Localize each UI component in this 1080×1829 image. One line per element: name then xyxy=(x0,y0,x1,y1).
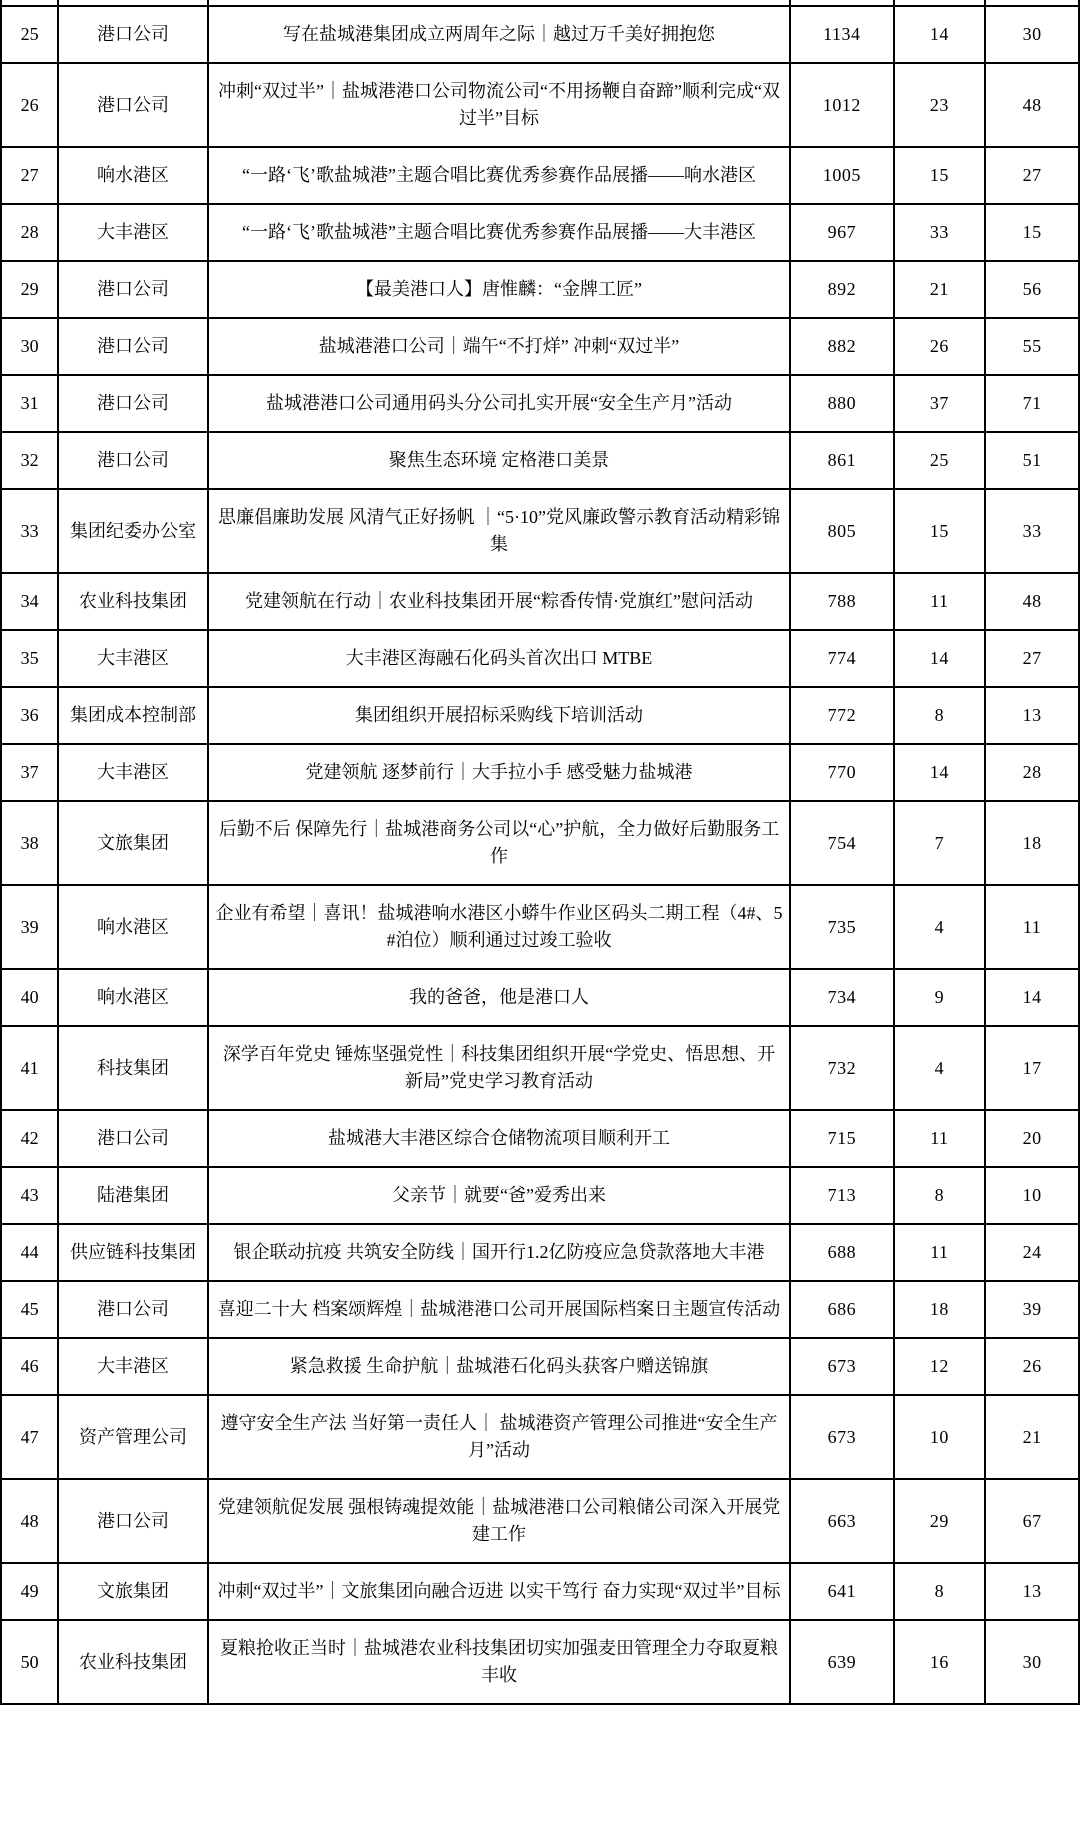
title-cell: 写在盐城港集团成立两周年之际｜越过万千美好拥抱您 xyxy=(208,6,790,63)
rank-cell: 48 xyxy=(1,1479,58,1563)
number-cell: 17 xyxy=(985,1026,1079,1110)
number-cell: 27 xyxy=(985,147,1079,204)
org-cell: 港口公司 xyxy=(58,1281,208,1338)
number-cell: 48 xyxy=(985,573,1079,630)
number-cell: 24 xyxy=(985,1224,1079,1281)
rank-cell: 28 xyxy=(1,204,58,261)
articles-table-body xyxy=(1,0,1079,1704)
number-cell: 26 xyxy=(894,318,986,375)
title-cell: 大丰港区海融石化码头首次出口 MTBE xyxy=(208,630,790,687)
rank-cell: 40 xyxy=(1,969,58,1026)
table-row xyxy=(1,1026,1079,1110)
title-cell: 我的爸爸，他是港口人 xyxy=(208,969,790,1026)
number-cell: 732 xyxy=(790,1026,893,1110)
title-cell: 父亲节｜就要“爸”爱秀出来 xyxy=(208,1167,790,1224)
number-cell: 4 xyxy=(894,1026,986,1110)
number-cell: 51 xyxy=(985,432,1079,489)
org-cell: 港口公司 xyxy=(58,261,208,318)
org-cell: 港口公司 xyxy=(58,375,208,432)
number-cell: 33 xyxy=(894,204,986,261)
number-cell: 20 xyxy=(985,1110,1079,1167)
rank-cell: 26 xyxy=(1,63,58,147)
title-cell: 【最美港口人】唐惟麟：“金牌工匠” xyxy=(208,261,790,318)
number-cell: 11 xyxy=(894,1110,986,1167)
rank-cell: 25 xyxy=(1,6,58,63)
number-cell: 686 xyxy=(790,1281,893,1338)
org-cell: 港口公司 xyxy=(58,6,208,63)
table-row xyxy=(1,885,1079,969)
title-cell: 集团组织开展招标采购线下培训活动 xyxy=(208,687,790,744)
number-cell: 18 xyxy=(894,1281,986,1338)
table-row xyxy=(1,147,1079,204)
number-cell: 772 xyxy=(790,687,893,744)
org-cell: 大丰港区 xyxy=(58,1338,208,1395)
org-cell: 港口公司 xyxy=(58,1479,208,1563)
number-cell: 735 xyxy=(790,885,893,969)
number-cell: 13 xyxy=(985,687,1079,744)
number-cell: 29 xyxy=(894,1479,986,1563)
number-cell: 16 xyxy=(894,1620,986,1704)
number-cell: 14 xyxy=(894,6,986,63)
rank-cell: 46 xyxy=(1,1338,58,1395)
title-cell: “一路‘飞’歌盐城港”主题合唱比赛优秀参赛作品展播——响水港区 xyxy=(208,147,790,204)
rank-cell: 33 xyxy=(1,489,58,573)
number-cell: 11 xyxy=(894,1224,986,1281)
number-cell: 14 xyxy=(894,744,986,801)
rank-cell: 50 xyxy=(1,1620,58,1704)
number-cell: 37 xyxy=(894,375,986,432)
number-cell: 882 xyxy=(790,318,893,375)
number-cell: 12 xyxy=(894,1338,986,1395)
org-cell: 港口公司 xyxy=(58,63,208,147)
table-row xyxy=(1,630,1079,687)
org-cell: 响水港区 xyxy=(58,147,208,204)
table-row xyxy=(1,1110,1079,1167)
number-cell: 1005 xyxy=(790,147,893,204)
number-cell: 11 xyxy=(894,573,986,630)
table-row xyxy=(1,1479,1079,1563)
number-cell: 21 xyxy=(985,1395,1079,1479)
number-cell: 23 xyxy=(894,63,986,147)
org-cell: 港口公司 xyxy=(58,432,208,489)
rank-cell: 47 xyxy=(1,1395,58,1479)
rank-cell: 42 xyxy=(1,1110,58,1167)
number-cell: 4 xyxy=(894,885,986,969)
table-row xyxy=(1,573,1079,630)
number-cell: 39 xyxy=(985,1281,1079,1338)
number-cell: 788 xyxy=(790,573,893,630)
org-cell: 响水港区 xyxy=(58,969,208,1026)
rank-cell: 32 xyxy=(1,432,58,489)
rank-cell: 49 xyxy=(1,1563,58,1620)
number-cell: 7 xyxy=(894,801,986,885)
number-cell: 25 xyxy=(894,432,986,489)
title-cell: 盐城港大丰港区综合仓储物流项目顺利开工 xyxy=(208,1110,790,1167)
rank-cell: 37 xyxy=(1,744,58,801)
number-cell: 67 xyxy=(985,1479,1079,1563)
org-cell: 陆港集团 xyxy=(58,1167,208,1224)
title-cell: 盐城港港口公司通用码头分公司扎实开展“安全生产月”活动 xyxy=(208,375,790,432)
rank-cell: 43 xyxy=(1,1167,58,1224)
title-cell: 聚焦生态环境 定格港口美景 xyxy=(208,432,790,489)
table-row xyxy=(1,489,1079,573)
table-row xyxy=(1,1563,1079,1620)
number-cell: 8 xyxy=(894,1167,986,1224)
table-row xyxy=(1,375,1079,432)
number-cell: 967 xyxy=(790,204,893,261)
org-cell: 农业科技集团 xyxy=(58,1620,208,1704)
number-cell: 71 xyxy=(985,375,1079,432)
table-row xyxy=(1,1395,1079,1479)
number-cell: 55 xyxy=(985,318,1079,375)
number-cell: 8 xyxy=(894,687,986,744)
org-cell: 集团纪委办公室 xyxy=(58,489,208,573)
table-row xyxy=(1,318,1079,375)
number-cell: 892 xyxy=(790,261,893,318)
number-cell: 11 xyxy=(985,885,1079,969)
title-cell: 紧急救援 生命护航｜盐城港石化码头获客户赠送锦旗 xyxy=(208,1338,790,1395)
rank-cell: 27 xyxy=(1,147,58,204)
rank-cell: 38 xyxy=(1,801,58,885)
number-cell: 641 xyxy=(790,1563,893,1620)
number-cell: 27 xyxy=(985,630,1079,687)
table-row xyxy=(1,261,1079,318)
title-cell: 思廉倡廉助发展 风清气正好扬帆 ｜“5·10”党风廉政警示教育活动精彩锦集 xyxy=(208,489,790,573)
number-cell: 713 xyxy=(790,1167,893,1224)
title-cell: 后勤不后 保障先行｜盐城港商务公司以“心”护航，全力做好后勤服务工作 xyxy=(208,801,790,885)
number-cell: 754 xyxy=(790,801,893,885)
org-cell: 大丰港区 xyxy=(58,630,208,687)
org-cell: 大丰港区 xyxy=(58,204,208,261)
number-cell: 14 xyxy=(894,630,986,687)
title-cell: 党建领航在行动｜农业科技集团开展“粽香传情·党旗红”慰问活动 xyxy=(208,573,790,630)
org-cell: 集团成本控制部 xyxy=(58,687,208,744)
number-cell: 21 xyxy=(894,261,986,318)
number-cell: 770 xyxy=(790,744,893,801)
rank-cell: 34 xyxy=(1,573,58,630)
rank-cell: 39 xyxy=(1,885,58,969)
table-row xyxy=(1,432,1079,489)
number-cell: 10 xyxy=(985,1167,1079,1224)
number-cell: 861 xyxy=(790,432,893,489)
table-row xyxy=(1,1620,1079,1704)
number-cell: 30 xyxy=(985,6,1079,63)
number-cell: 33 xyxy=(985,489,1079,573)
number-cell: 13 xyxy=(985,1563,1079,1620)
rank-cell: 45 xyxy=(1,1281,58,1338)
title-cell: 冲刺“双过半”｜盐城港港口公司物流公司“不用扬鞭自奋蹄”顺利完成“双过半”目标 xyxy=(208,63,790,147)
table-row xyxy=(1,744,1079,801)
table-row xyxy=(1,1224,1079,1281)
org-cell: 农业科技集团 xyxy=(58,573,208,630)
table-row xyxy=(1,1338,1079,1395)
number-cell: 14 xyxy=(985,969,1079,1026)
table-row xyxy=(1,63,1079,147)
title-cell: 深学百年党史 锤炼坚强党性｜科技集团组织开展“学党史、悟思想、开新局”党史学习教育活动 xyxy=(208,1026,790,1110)
number-cell: 8 xyxy=(894,1563,986,1620)
title-cell: 喜迎二十大 档案颂辉煌｜盐城港港口公司开展国际档案日主题宣传活动 xyxy=(208,1281,790,1338)
number-cell: 30 xyxy=(985,1620,1079,1704)
rank-cell: 30 xyxy=(1,318,58,375)
number-cell: 26 xyxy=(985,1338,1079,1395)
number-cell: 734 xyxy=(790,969,893,1026)
number-cell: 15 xyxy=(985,204,1079,261)
number-cell: 774 xyxy=(790,630,893,687)
rank-cell: 41 xyxy=(1,1026,58,1110)
table-row xyxy=(1,687,1079,744)
number-cell: 28 xyxy=(985,744,1079,801)
number-cell: 56 xyxy=(985,261,1079,318)
number-cell: 15 xyxy=(894,489,986,573)
table-row xyxy=(1,801,1079,885)
table-row xyxy=(1,969,1079,1026)
number-cell: 805 xyxy=(790,489,893,573)
org-cell: 供应链科技集团 xyxy=(58,1224,208,1281)
number-cell: 673 xyxy=(790,1338,893,1395)
number-cell: 663 xyxy=(790,1479,893,1563)
rank-cell: 36 xyxy=(1,687,58,744)
number-cell: 18 xyxy=(985,801,1079,885)
org-cell: 文旅集团 xyxy=(58,801,208,885)
title-cell: 银企联动抗疫 共筑安全防线｜国开行1.2亿防疫应急贷款落地大丰港 xyxy=(208,1224,790,1281)
rank-cell: 31 xyxy=(1,375,58,432)
title-cell: 冲刺“双过半”｜文旅集团向融合迈进 以实干笃行 奋力实现“双过半”目标 xyxy=(208,1563,790,1620)
org-cell: 科技集团 xyxy=(58,1026,208,1110)
title-cell: 盐城港港口公司｜端午“不打烊” 冲刺“双过半” xyxy=(208,318,790,375)
org-cell: 资产管理公司 xyxy=(58,1395,208,1479)
title-cell: 遵守安全生产法 当好第一责任人｜ 盐城港资产管理公司推进“安全生产月”活动 xyxy=(208,1395,790,1479)
rank-cell: 35 xyxy=(1,630,58,687)
rank-cell: 44 xyxy=(1,1224,58,1281)
number-cell: 639 xyxy=(790,1620,893,1704)
title-cell: 党建领航 逐梦前行｜大手拉小手 感受魅力盐城港 xyxy=(208,744,790,801)
number-cell: 1134 xyxy=(790,6,893,63)
title-cell: “一路‘飞’歌盐城港”主题合唱比赛优秀参赛作品展播——大丰港区 xyxy=(208,204,790,261)
org-cell: 港口公司 xyxy=(58,1110,208,1167)
table-row xyxy=(1,204,1079,261)
org-cell: 响水港区 xyxy=(58,885,208,969)
title-cell: 企业有希望｜喜讯！盐城港响水港区小蟒牛作业区码头二期工程（4#、5#泊位）顺利通过过竣工验收 xyxy=(208,885,790,969)
number-cell: 880 xyxy=(790,375,893,432)
table-row xyxy=(1,1281,1079,1338)
table-row xyxy=(1,6,1079,63)
number-cell: 9 xyxy=(894,969,986,1026)
number-cell: 10 xyxy=(894,1395,986,1479)
org-cell: 港口公司 xyxy=(58,318,208,375)
number-cell: 1012 xyxy=(790,63,893,147)
org-cell: 大丰港区 xyxy=(58,744,208,801)
title-cell: 夏粮抢收正当时｜盐城港农业科技集团切实加强麦田管理全力夺取夏粮丰收 xyxy=(208,1620,790,1704)
rank-cell: 29 xyxy=(1,261,58,318)
number-cell: 15 xyxy=(894,147,986,204)
number-cell: 673 xyxy=(790,1395,893,1479)
org-cell: 文旅集团 xyxy=(58,1563,208,1620)
table-row xyxy=(1,1167,1079,1224)
number-cell: 715 xyxy=(790,1110,893,1167)
title-cell: 党建领航促发展 强根铸魂提效能｜盐城港港口公司粮储公司深入开展党建工作 xyxy=(208,1479,790,1563)
number-cell: 48 xyxy=(985,63,1079,147)
number-cell: 688 xyxy=(790,1224,893,1281)
